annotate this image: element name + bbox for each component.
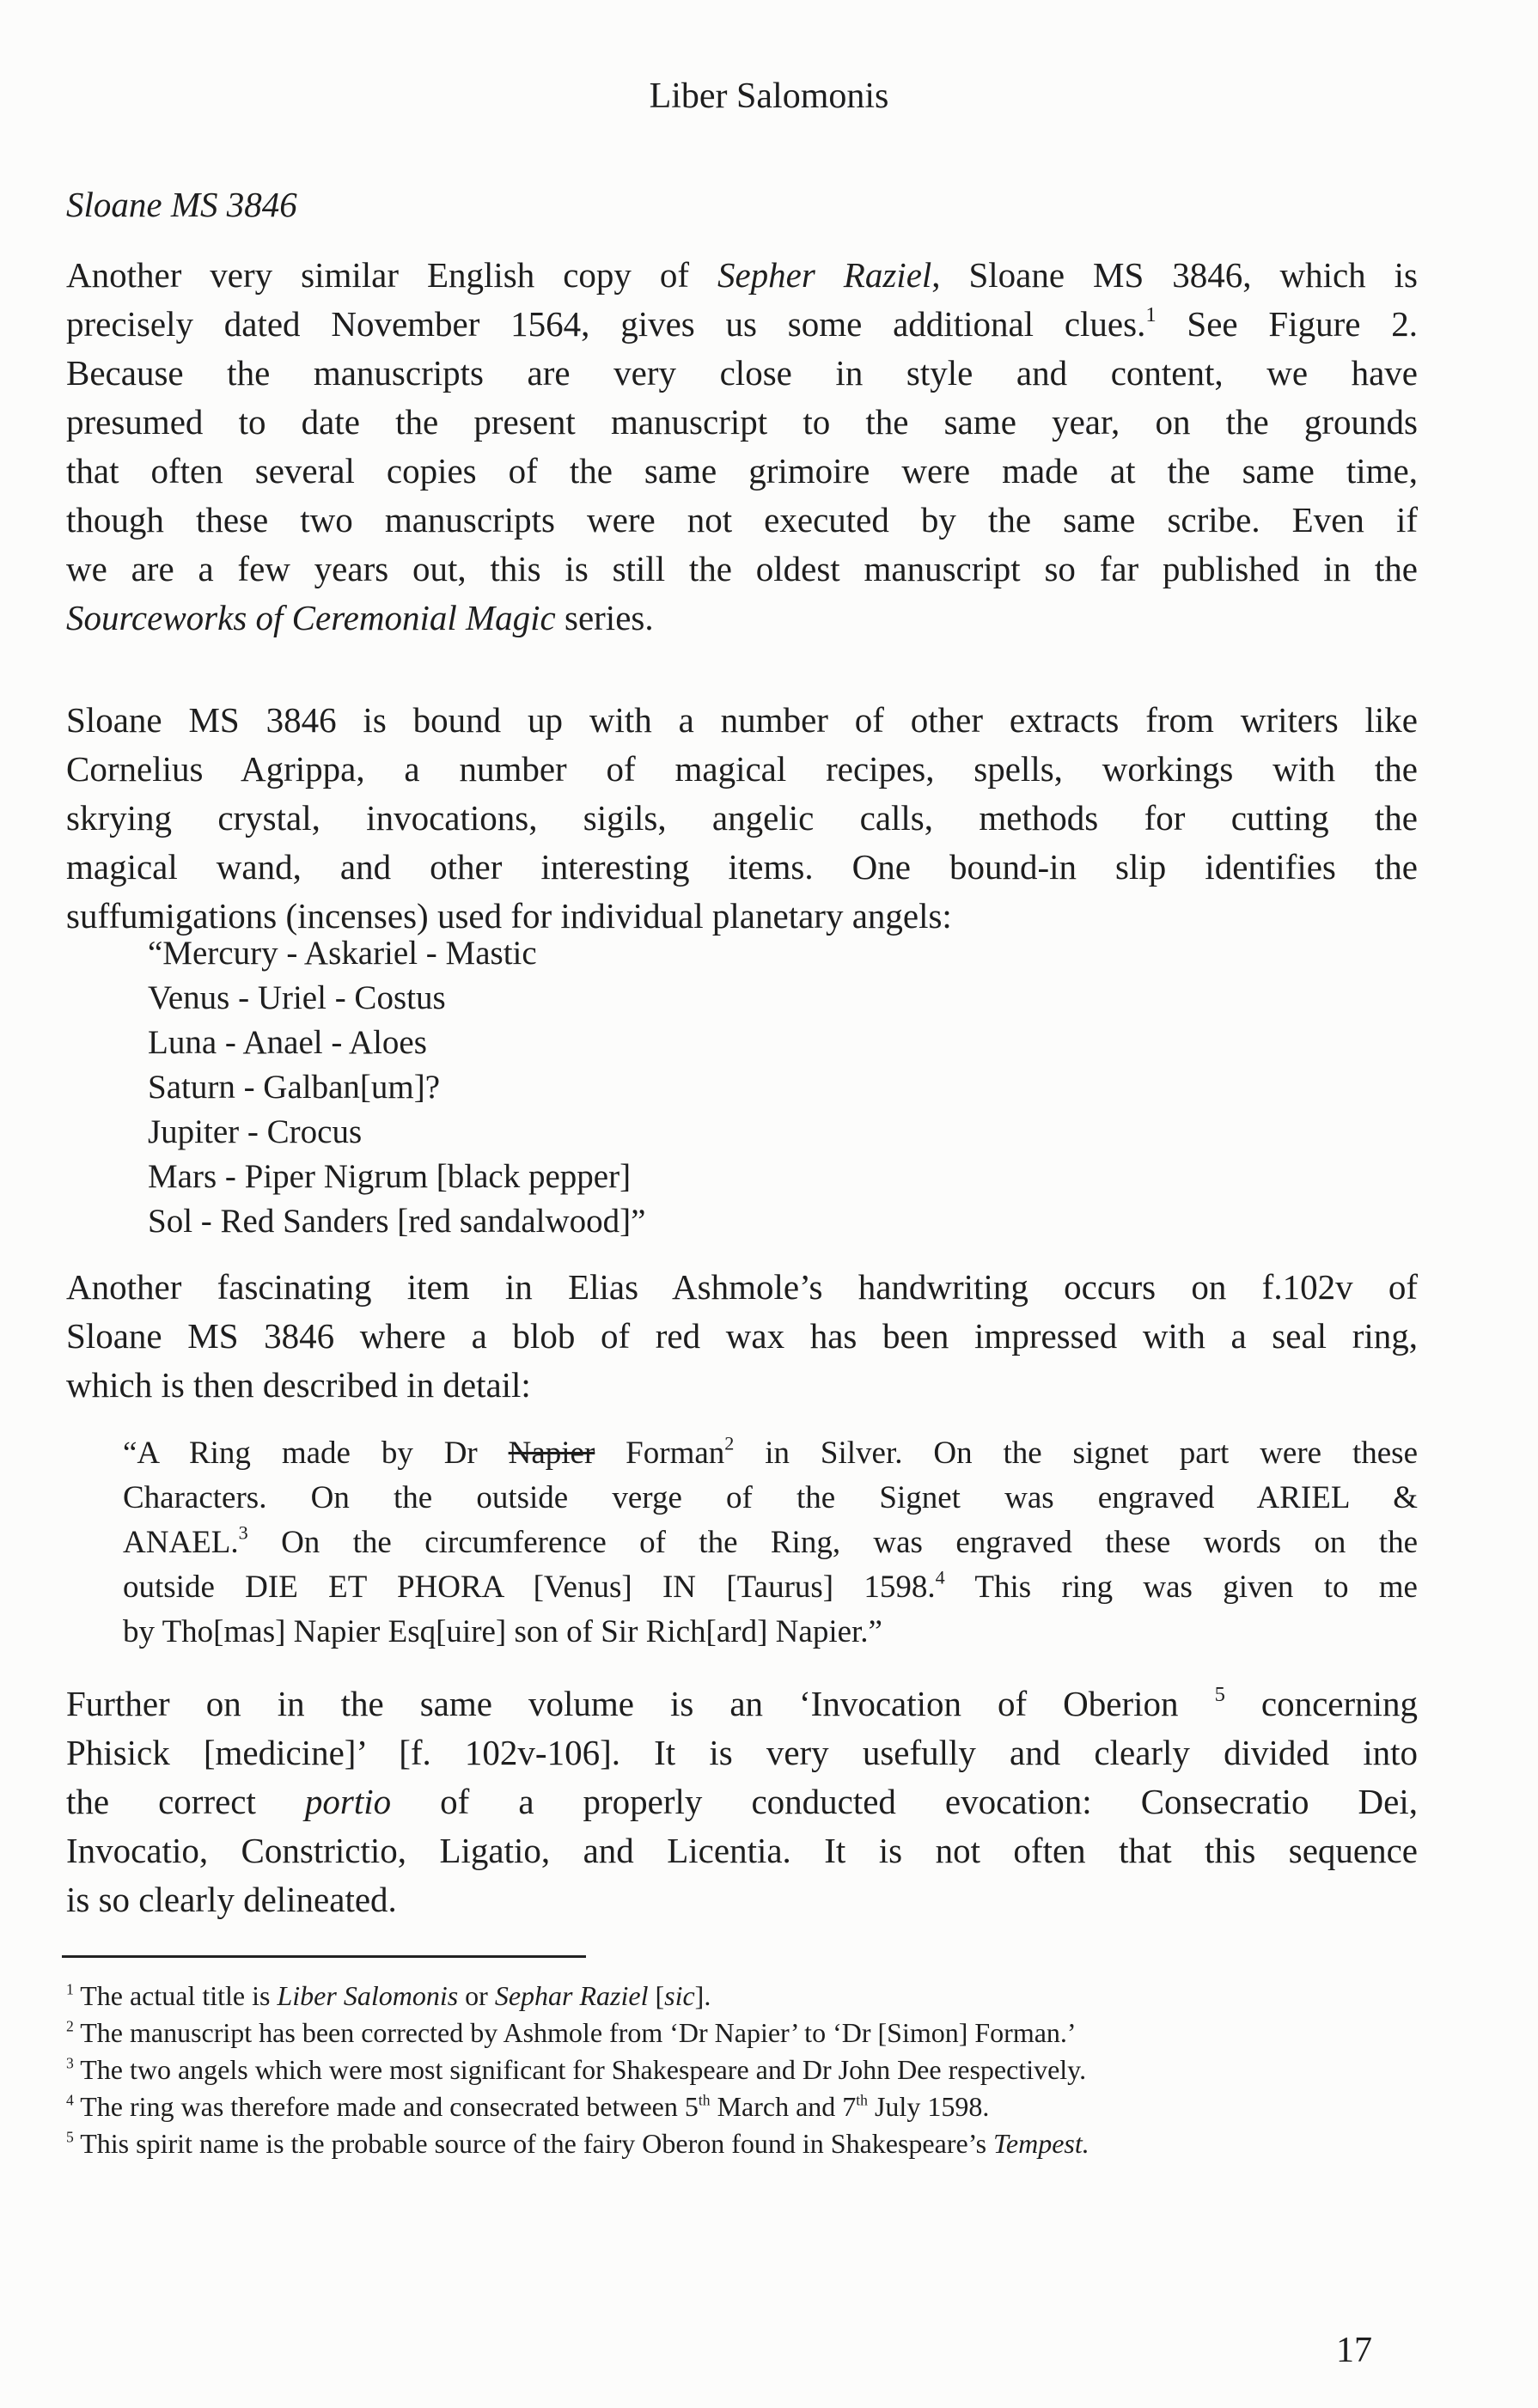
section-heading: Sloane MS 3846 bbox=[66, 185, 297, 224]
text-run: series. bbox=[555, 598, 654, 637]
text-run: ]. bbox=[694, 1980, 711, 2011]
text-run: This ring was given to me bbox=[944, 1570, 1418, 1605]
text-run: outside DIE ET PHORA [Venus] IN [Taurus] 1598. bbox=[123, 1570, 936, 1605]
text-line bbox=[66, 1777, 1418, 1826]
text-line bbox=[66, 696, 1418, 745]
text-run: of a properly conducted evocation: Consecratio Dei, bbox=[391, 1782, 1418, 1821]
text-run: suffumigations (incenses) used for individual planetary angels: bbox=[66, 896, 952, 936]
text-line bbox=[148, 1065, 1179, 1110]
footnote-ref: 1 bbox=[1145, 302, 1157, 326]
text-line bbox=[66, 300, 1418, 349]
italic-text: Liber Salomonis bbox=[277, 1980, 459, 2011]
italic-text: Sourceworks of Ceremonial Magic bbox=[66, 598, 556, 637]
text-run: Sloane MS 3846 is bound up with a number of other extracts from writers like bbox=[66, 700, 1418, 740]
text-run: Another fascinating item in Elias Ashmole’s handwriting occurs on f.102v of bbox=[66, 1267, 1418, 1307]
italic-text: Sepher Raziel bbox=[717, 255, 932, 295]
suffumigation-list bbox=[148, 931, 1179, 1244]
text-run: Forman bbox=[595, 1436, 725, 1471]
footnote-ref: 5 bbox=[1214, 1682, 1225, 1706]
text-run: precisely dated November 1564, gives us some additional clues. bbox=[66, 304, 1146, 344]
text-run: Further on in the same volume is an ‘Invocation of Oberion bbox=[66, 1684, 1215, 1723]
text-run: Sloane MS 3846 where a blob of red wax has been impressed with a seal ring, bbox=[66, 1316, 1418, 1356]
footnote-ref: 2 bbox=[66, 2017, 74, 2035]
text-run: July 1598. bbox=[867, 2091, 990, 2122]
footnote-ref: 3 bbox=[238, 1521, 248, 1544]
text-run: in Silver. On the signet part were these bbox=[734, 1436, 1418, 1471]
text-run: Characters. On the outside verge of the Signet was engraved ARIEL & bbox=[123, 1480, 1418, 1515]
text-line bbox=[148, 1021, 1179, 1065]
text-run: Because the manuscripts are very close in style and content, we have bbox=[66, 353, 1418, 393]
footnote bbox=[66, 2088, 1441, 2125]
italic-text: portio bbox=[304, 1782, 392, 1821]
text-run: Mars - Piper Nigrum [black pepper] bbox=[148, 1158, 632, 1195]
text-run: Venus - Uriel - Costus bbox=[148, 979, 446, 1016]
text-line bbox=[123, 1431, 1418, 1476]
text-run: “Mercury - Askariel - Mastic bbox=[148, 935, 537, 972]
text-run: Luna - Anael - Aloes bbox=[148, 1024, 427, 1061]
text-run: The ring was therefore made and consecrated between 5 bbox=[73, 2091, 699, 2122]
footnote-ref: 1 bbox=[66, 1980, 74, 1998]
footnote-ref: 4 bbox=[935, 1566, 945, 1588]
text-line bbox=[148, 1110, 1179, 1155]
paragraph-2 bbox=[66, 696, 1418, 941]
text-line bbox=[66, 1680, 1418, 1728]
text-line bbox=[66, 496, 1418, 545]
text-run: Phisick [medicine]’ [f. 102v-106]. It is very usefully and clearly divided into bbox=[66, 1733, 1418, 1772]
text-run: The actual title is bbox=[73, 1980, 278, 2011]
text-run: Sol - Red Sanders [red sandalwood]” bbox=[148, 1203, 646, 1240]
text-line bbox=[66, 1728, 1418, 1777]
text-line bbox=[66, 447, 1418, 496]
text-line bbox=[66, 349, 1418, 398]
footnote-ref: th bbox=[856, 2091, 868, 2109]
text-run: Jupiter - Crocus bbox=[148, 1113, 363, 1150]
text-run: though these two manuscripts were not executed by the same scribe. Even if bbox=[66, 500, 1418, 540]
text-run: Another very similar English copy of bbox=[66, 255, 717, 295]
paragraph-1 bbox=[66, 251, 1418, 643]
footnotes bbox=[66, 1978, 1441, 2162]
text-line bbox=[66, 1826, 1418, 1875]
text-run: , Sloane MS 3846, which is bbox=[931, 255, 1418, 295]
text-line bbox=[123, 1610, 1418, 1655]
paragraph-3 bbox=[66, 1263, 1418, 1410]
footnote bbox=[66, 2015, 1441, 2051]
text-line bbox=[66, 1875, 1418, 1924]
text-run: See Figure 2. bbox=[1156, 304, 1418, 344]
text-line bbox=[66, 594, 1418, 643]
text-line bbox=[148, 931, 1179, 976]
text-line bbox=[66, 745, 1418, 794]
text-line bbox=[66, 1312, 1418, 1361]
text-run: Saturn - Galban[um]? bbox=[148, 1069, 441, 1106]
text-run: we are a few years out, this is still the oldest manuscript so far published in the bbox=[66, 549, 1418, 588]
text-run: the correct bbox=[66, 1782, 305, 1821]
text-run: Invocatio, Constrictio, Ligatio, and Licentia. It is not often that this sequence bbox=[66, 1831, 1418, 1870]
text-run: presumed to date the present manuscript to the same year, on the grounds bbox=[66, 402, 1418, 442]
footnote-ref: 2 bbox=[724, 1432, 735, 1454]
text-run: The two angels which were most significant for Shakespeare and Dr John Dee respectively. bbox=[73, 2054, 1087, 2085]
ring-quote bbox=[123, 1431, 1418, 1655]
text-run: On the circumference of the Ring, was engraved these words on the bbox=[247, 1525, 1418, 1560]
italic-text: Tempest. bbox=[993, 2128, 1089, 2159]
text-line bbox=[66, 545, 1418, 594]
text-line bbox=[123, 1521, 1418, 1565]
text-run: This spirit name is the probable source of the fairy Oberon found in Shakespeare’s bbox=[73, 2128, 994, 2159]
text-line bbox=[66, 398, 1418, 447]
text-line bbox=[148, 976, 1179, 1021]
text-run: [ bbox=[648, 1980, 665, 2011]
text-run: skrying crystal, invocations, sigils, angelic calls, methods for cutting the bbox=[66, 798, 1418, 838]
text-line bbox=[123, 1476, 1418, 1521]
text-run: is so clearly delineated. bbox=[66, 1880, 397, 1919]
text-line bbox=[123, 1565, 1418, 1610]
text-line bbox=[66, 843, 1418, 892]
text-line bbox=[66, 1263, 1418, 1312]
text-line bbox=[66, 1361, 1418, 1410]
footnote-ref: 5 bbox=[66, 2128, 74, 2146]
struck-text: Napier bbox=[508, 1436, 595, 1471]
text-line bbox=[66, 794, 1418, 843]
text-line bbox=[148, 1155, 1179, 1199]
page-number: 17 bbox=[1336, 2331, 1372, 2370]
text-line bbox=[148, 1199, 1179, 1244]
text-run: “A Ring made by Dr bbox=[123, 1436, 509, 1471]
footnote bbox=[66, 2125, 1441, 2162]
italic-text: Sephar Raziel bbox=[494, 1980, 649, 2011]
footnote bbox=[66, 2051, 1441, 2088]
text-run: March and 7 bbox=[710, 2091, 857, 2122]
footnote-rule bbox=[62, 1955, 586, 1958]
text-run: which is then described in detail: bbox=[66, 1365, 531, 1405]
text-run: ANAEL. bbox=[123, 1525, 239, 1560]
text-run: that often several copies of the same grimoire were made at the same time, bbox=[66, 451, 1418, 491]
text-line bbox=[66, 251, 1418, 300]
text-run: magical wand, and other interesting items. One bound-in slip identifies the bbox=[66, 847, 1418, 887]
text-run: by Tho[mas] Napier Esq[uire] son of Sir Rich[ard] Napier.” bbox=[123, 1614, 882, 1649]
footnote-ref: 4 bbox=[66, 2091, 74, 2109]
text-run: or bbox=[458, 1980, 495, 2011]
footnote bbox=[66, 1978, 1441, 2015]
text-run: concerning bbox=[1224, 1684, 1419, 1723]
footnote-ref: 3 bbox=[66, 2054, 74, 2072]
paragraph-4 bbox=[66, 1680, 1418, 1924]
running-head: Liber Salomonis bbox=[649, 76, 889, 116]
text-run: Cornelius Agrippa, a number of magical recipes, spells, workings with the bbox=[66, 749, 1418, 789]
footnote-ref: th bbox=[698, 2091, 711, 2109]
text-run: The manuscript has been corrected by Ashmole from ‘Dr Napier’ to ‘Dr [Simon] Forman.’ bbox=[73, 2017, 1077, 2048]
italic-text: sic bbox=[664, 1980, 695, 2011]
